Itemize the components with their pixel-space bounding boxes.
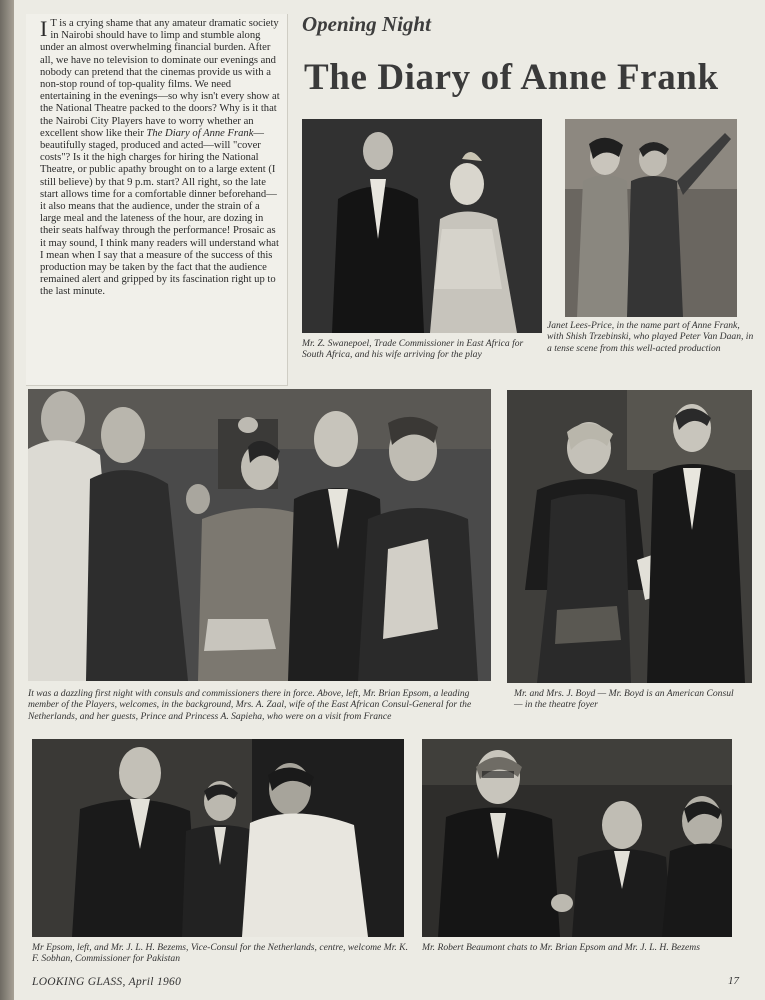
caption-photo-epsom-welcomes-guests: It was a dazzling first night with consuls and commissioners there in force. Above, left, Mr. Brian Epsom, a leading member of the Players, welcomes, in the background, Mrs. A. Zaal, wife of the East African Consul-General for the Netherlands, and her guests, Prince and Princess A. Sapieha, who were on a visit from France xyxy=(28,688,472,722)
photo-boyd-couple xyxy=(507,390,752,683)
photo-epsom-welcomes-guests xyxy=(28,389,491,681)
photo-epsom-bezems-sobhan xyxy=(32,739,404,937)
caption-photo-swanepoel: Mr. Z. Swanepoel, Trade Commissioner in East Africa for South Africa, and his wife arriving for the play xyxy=(302,338,524,361)
intro-paragraph-2: —beautifully staged, produced and acted—will "cover costs"? Is it the high charges for hiring the National Theatre, or public apathy brought on to a large extent (I still believe) by that 9 p.m. start? All right, so the late start allows time for a comfortable dinner beforehand—it also means that the audience, under the strain of a large meal and the lateness of the hour, are dozing in their seats halfway through the performance! Prosaic as it may sound, I think many readers will understand what I mean when I say that a measure of the success of this production may be taken by the fact that the audience remained alert and gripped by its fascination right up to the last minute. xyxy=(40,127,279,298)
page-number: 17 xyxy=(728,975,739,987)
intro-text xyxy=(40,18,281,299)
photo-anne-frank-scene-image xyxy=(565,119,737,317)
photo-swanepoel xyxy=(302,119,542,333)
photo-swanepoel-image xyxy=(302,119,542,333)
photo-epsom-bezems-sobhan-image xyxy=(32,739,404,937)
caption-photo-epsom-bezems-sobhan: Mr Epsom, left, and Mr. J. L. H. Bezems, Vice-Consul for the Netherlands, centre, welcome Mr. K. F. Sobhan, Commissioner for Pakistan xyxy=(32,942,408,965)
page-title: The Diary of Anne Frank xyxy=(304,57,719,98)
photo-boyd-couple-image xyxy=(507,390,752,683)
caption-photo-boyd-couple: Mr. and Mrs. J. Boyd — Mr. Boyd is an American Consul — in the theatre foyer xyxy=(514,688,734,711)
binding-edge xyxy=(0,0,14,1000)
intro-article xyxy=(26,14,288,386)
drop-cap: I xyxy=(40,16,48,41)
caption-photo-beaumont-chats: Mr. Robert Beaumont chats to Mr. Brian Epsom and Mr. J. L. H. Bezems xyxy=(422,942,700,953)
magazine-page xyxy=(14,0,765,1000)
photo-beaumont-chats-image xyxy=(422,739,732,937)
publication-footer: LOOKING GLASS, April 1960 xyxy=(32,976,182,988)
intro-play-title: The Diary of Anne Frank xyxy=(146,127,254,139)
photo-epsom-welcomes-guests-image xyxy=(28,389,491,681)
section-kicker: Opening Night xyxy=(302,12,431,36)
caption-photo-anne-frank-scene: Janet Lees-Price, in the name part of Anne Frank, with Shish Trzebinski, who played Peter Van Daan, in a tense scene from this well-acted production xyxy=(547,320,754,354)
photo-anne-frank-scene xyxy=(565,119,737,317)
intro-paragraph-1: T is a crying shame that any amateur dramatic society in Nairobi should have to limp and stumble along under an almost overwhelming financial burden. After all, we have no television to dominate our evenings and nobody can pretend that the cinemas provide us with a non-stop round of top-quality films. We need entertaining in the evenings—so why isn't every show at the National Theatre packed to the doors? Why is it that the Nairobi City Players have to worry whether an excellent show like their xyxy=(40,18,280,139)
photo-beaumont-chats xyxy=(422,739,732,937)
